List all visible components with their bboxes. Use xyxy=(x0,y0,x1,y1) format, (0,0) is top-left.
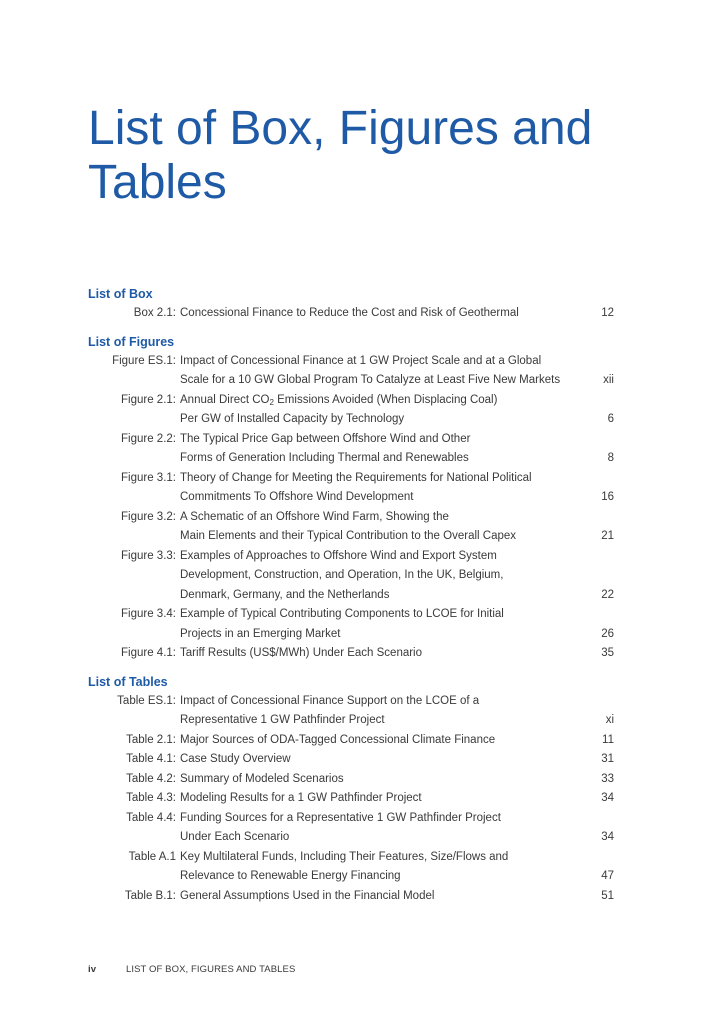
toc-entry[interactable] xyxy=(88,887,618,907)
toc-entry-title xyxy=(180,352,584,391)
toc-entry-title-line: Representative 1 GW Pathfinder Project xyxy=(180,714,385,726)
toc-entry[interactable] xyxy=(88,848,618,887)
toc-entry[interactable] xyxy=(88,508,618,547)
toc-entry-title xyxy=(180,750,584,770)
toc-entry-title xyxy=(180,731,584,751)
toc-entry-title-line: Modeling Results for a 1 GW Pathfinder Project xyxy=(180,792,422,804)
toc-entry-label: Figure ES.1: xyxy=(112,354,176,367)
toc-entry-label: Table ES.1: xyxy=(117,694,176,707)
toc-entry-label: Figure 3.1: xyxy=(121,471,176,484)
toc-entry[interactable] xyxy=(88,391,618,430)
toc-entry-title xyxy=(180,887,584,907)
toc-entry-title xyxy=(180,304,584,324)
toc-entry-title xyxy=(180,605,584,644)
section-heading-tables: List of Tables xyxy=(88,674,168,689)
toc-entry-page-number: 26 xyxy=(601,627,614,640)
toc-entry-title-line: A Schematic of an Offshore Wind Farm, Showing the xyxy=(180,510,449,523)
toc-entry-title xyxy=(180,789,584,809)
toc-entry[interactable] xyxy=(88,789,618,809)
toc-entry-title-line: Forms of Generation Including Thermal and Renewables xyxy=(180,452,469,464)
toc-entry-title xyxy=(180,809,584,848)
toc-entry-title xyxy=(180,770,584,790)
subscript: 2 xyxy=(269,397,274,407)
toc-entry-page-number: 21 xyxy=(601,530,614,542)
toc-entry-title-line: Under Each Scenario xyxy=(180,831,290,843)
footer-page-number: iv xyxy=(88,964,97,975)
toc-entry[interactable] xyxy=(88,605,618,644)
toc-entry[interactable] xyxy=(88,430,618,469)
toc-entry-label: Table 4.2: xyxy=(126,772,176,785)
toc-entry-title-line: General Assumptions Used in the Financial Model xyxy=(180,889,435,902)
toc-entry-page-number: 34 xyxy=(601,831,614,843)
toc-entry-page-number: 6 xyxy=(607,413,614,425)
page-title: List of Box, Figures and Tables xyxy=(88,102,593,209)
toc-entry-label: Table B.1: xyxy=(124,889,176,902)
toc-entry-title-line: Per GW of Installed Capacity by Technology xyxy=(180,413,405,425)
toc-entry-label: Figure 3.3: xyxy=(121,549,176,562)
toc-entry-title-line: Examples of Approaches to Offshore Wind and Export System xyxy=(180,549,497,562)
toc-entry-page-number: 16 xyxy=(601,491,614,503)
toc-entry-page-number: xi xyxy=(605,714,614,726)
page-footer xyxy=(88,964,295,975)
toc-entry-title xyxy=(180,692,584,731)
toc-entry-title-line xyxy=(180,391,584,411)
toc-entry-title-line: Case Study Overview xyxy=(180,753,291,765)
toc-entry-label: Figure 2.1: xyxy=(121,393,176,406)
toc-entry-label: Table A.1 xyxy=(128,850,176,863)
toc-entry-label: Figure 3.4: xyxy=(121,608,176,620)
toc-entry-title-line: Summary of Modeled Scenarios xyxy=(180,772,344,785)
title-text: Emissions Avoided (When Displacing Coal) xyxy=(273,393,498,406)
toc-entry-title xyxy=(180,547,584,606)
toc-entry-title-line: Key Multilateral Funds, Including Their Features, Size/Flows and xyxy=(180,850,509,863)
toc-entry[interactable] xyxy=(88,547,618,606)
toc-entry-label: Box 2.1: xyxy=(133,307,176,319)
toc-entry-page-number: 47 xyxy=(601,870,614,882)
toc-entry-page-number: 35 xyxy=(601,647,614,659)
toc-entry-label: Figure 3.2: xyxy=(121,510,176,523)
toc-entry-page-number: 12 xyxy=(601,307,614,319)
toc-entry-label: Figure 2.2: xyxy=(121,432,176,445)
toc-entry-page-number: 11 xyxy=(602,733,614,746)
toc-entry-title-line: Denmark, Germany, and the Netherlands xyxy=(180,588,390,601)
toc-entry-label: Table 4.1: xyxy=(126,753,176,765)
toc-entry-title xyxy=(180,469,584,508)
toc-entry-page-number: 8 xyxy=(607,452,614,464)
toc-entry[interactable] xyxy=(88,352,618,391)
toc-entry-label: Table 4.4: xyxy=(126,811,176,824)
toc-entry[interactable] xyxy=(88,304,618,324)
toc-entry-label: Table 4.3: xyxy=(126,792,176,804)
toc-entry-title-line: Development, Construction, and Operation, In the UK, Belgium, xyxy=(180,569,504,581)
toc-entry-label: Figure 4.1: xyxy=(121,647,176,659)
toc-entry[interactable] xyxy=(88,692,618,731)
table-of-contents xyxy=(88,284,618,906)
section-heading-figures: List of Figures xyxy=(88,334,175,349)
toc-entry-title xyxy=(180,848,584,887)
toc-entry-title-line: Major Sources of ODA-Tagged Concessional Climate Finance xyxy=(180,733,496,746)
toc-entry-title-line: Example of Typical Contributing Components to LCOE for Initial xyxy=(180,608,504,620)
toc-entry[interactable] xyxy=(88,809,618,848)
toc-entry-title-line: Concessional Finance to Reduce the Cost and Risk of Geothermal xyxy=(180,307,519,319)
footer-running-title: LIST OF BOX, FIGURES AND TABLES xyxy=(126,964,296,975)
toc-entry[interactable] xyxy=(88,644,618,664)
toc-entry[interactable] xyxy=(88,770,618,790)
toc-entry-title-line: The Typical Price Gap between Offshore Wind and Other xyxy=(180,432,471,445)
toc-entry-title-line: Main Elements and their Typical Contribution to the Overall Capex xyxy=(180,530,517,542)
toc-entry-title-line: Projects in an Emerging Market xyxy=(180,627,341,640)
section-heading-box: List of Box xyxy=(88,287,153,301)
figures-list xyxy=(88,352,618,664)
title-text: Annual Direct CO xyxy=(180,393,270,406)
toc-entry[interactable] xyxy=(88,750,618,770)
toc-entry-title-line: Impact of Concessional Finance at 1 GW Project Scale and at a Global xyxy=(180,354,542,367)
toc-entry-title xyxy=(180,644,584,664)
toc-entry-title-line: Impact of Concessional Finance Support on the LCOE of a xyxy=(180,694,480,707)
toc-entry-label: Table 2.1: xyxy=(126,733,176,746)
box-list xyxy=(88,304,618,324)
toc-entry-title-line: Commitments To Offshore Wind Development xyxy=(180,491,414,503)
toc-entry-page-number: xii xyxy=(603,374,614,386)
toc-entry-title xyxy=(180,430,584,469)
toc-entry-title-line: Tariff Results (US$/MWh) Under Each Scenario xyxy=(180,647,423,659)
toc-entry-title-line: Funding Sources for a Representative 1 GW Pathfinder Project xyxy=(180,811,501,824)
toc-entry-page-number: 31 xyxy=(601,753,614,765)
toc-entry-title xyxy=(180,391,584,430)
toc-entry-title-line: Theory of Change for Meeting the Requirements for National Political xyxy=(180,471,532,484)
toc-entry-page-number: 51 xyxy=(601,889,614,902)
toc-entry-page-number: 33 xyxy=(601,772,614,785)
toc-entry-title-line: Scale for a 10 GW Global Program To Catalyze at Least Five New Markets xyxy=(180,374,561,386)
toc-entry-title xyxy=(180,508,584,547)
toc-entry-page-number: 22 xyxy=(601,588,614,601)
toc-entry[interactable] xyxy=(88,469,618,508)
toc-entry-page-number: 34 xyxy=(601,792,614,804)
toc-entry[interactable] xyxy=(88,731,618,751)
toc-entry-title-line: Relevance to Renewable Energy Financing xyxy=(180,870,401,882)
tables-list xyxy=(88,692,618,907)
